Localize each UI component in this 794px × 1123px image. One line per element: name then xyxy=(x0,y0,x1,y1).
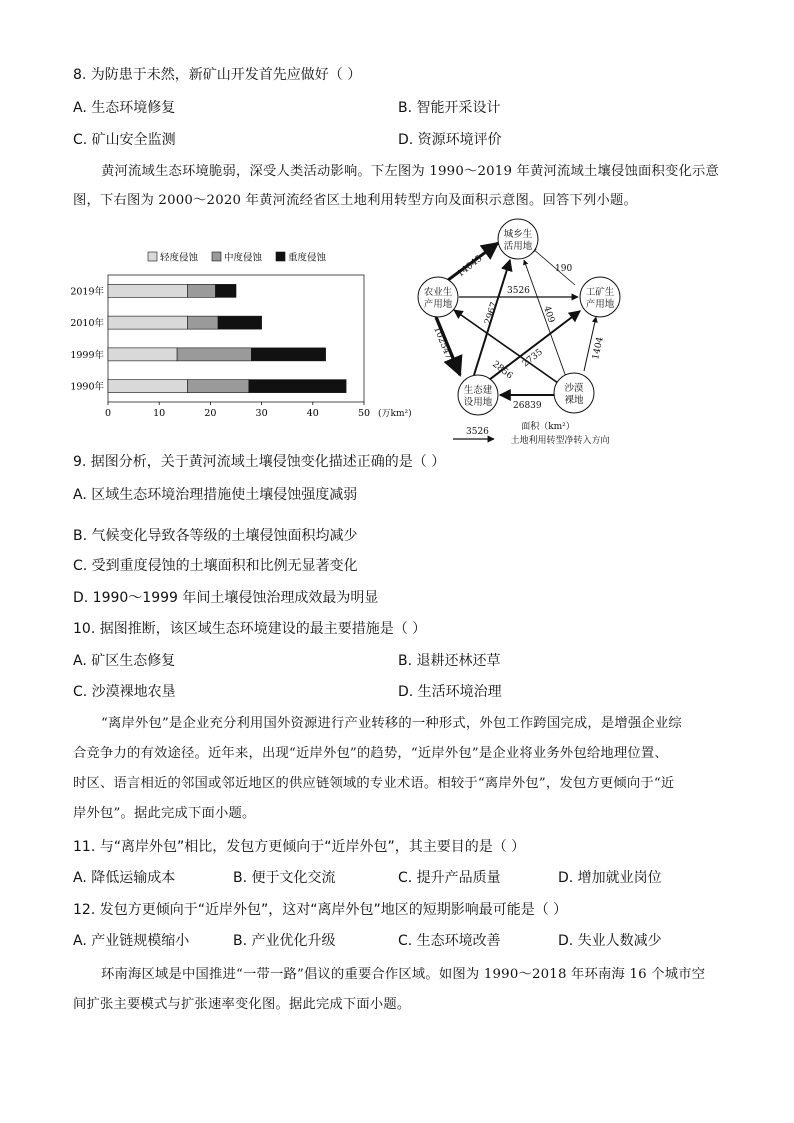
q8-option-d[interactable]: D. 资源环境评价 xyxy=(398,132,502,148)
node-desert-label-1: 沙漠 xyxy=(564,383,584,394)
q12-option-a[interactable]: A. 产业链规模缩小 xyxy=(73,933,190,949)
legend-line1: 面积（km²） xyxy=(521,422,575,432)
intro3-line2: 间扩张主要模式与扩张速率变化图。据此完成下面小题。 xyxy=(73,997,411,1012)
bar-2010年-轻度侵蚀 xyxy=(108,316,187,329)
node-desert-label-2: 裸地 xyxy=(564,395,584,406)
y-tick-label: 1990年 xyxy=(70,381,104,393)
q11-stem: 11. 与“离岸外包”相比，发包方更倾向于“近岸外包”，其主要目的是（ ） xyxy=(73,839,526,855)
chart-bars xyxy=(108,284,346,392)
bar-2010年-中度侵蚀 xyxy=(187,316,218,329)
q8-option-b[interactable]: B. 智能开采设计 xyxy=(398,100,501,116)
x-unit-label: (万km²) xyxy=(378,409,412,419)
q11-option-c[interactable]: C. 提升产品质量 xyxy=(398,870,501,886)
q9-option-d[interactable]: D. 1990～1999 年间土壤侵蚀治理成效最为明显 xyxy=(73,590,379,606)
node-agri-label-2: 产用地 xyxy=(423,299,453,310)
q10-option-c[interactable]: C. 沙漠裸地农垦 xyxy=(73,684,176,700)
bar-1999年-中度侵蚀 xyxy=(177,348,251,361)
x-tick-label: 10 xyxy=(153,408,166,419)
flow-value-desert-eco: 26839 xyxy=(513,401,542,411)
land-use-transition-diagram xyxy=(408,215,638,447)
q11-option-a[interactable]: A. 降低运输成本 xyxy=(73,870,176,886)
q12-option-c[interactable]: C. 生态环境改善 xyxy=(398,933,501,949)
q8-option-c[interactable]: C. 矿山安全监测 xyxy=(73,132,176,148)
q10-option-d[interactable]: D. 生活环境治理 xyxy=(398,684,502,700)
y-tick-label: 2010年 xyxy=(70,318,104,330)
legend-swatch-轻度侵蚀 xyxy=(148,252,157,261)
intro2-line4: 岸外包”。据此完成下面小题。 xyxy=(73,806,256,821)
node-urban-label-1: 城乡生 xyxy=(503,229,533,240)
flow-value-agri-urban: 14045 xyxy=(455,253,485,280)
legend-label-重度侵蚀: 重度侵蚀 xyxy=(288,252,327,264)
legend-label-中度侵蚀: 中度侵蚀 xyxy=(224,252,263,264)
node-eco-label-2: 设用地 xyxy=(463,397,493,408)
x-tick-label: 50 xyxy=(357,408,371,419)
flow-value-desert-urban: 409 xyxy=(541,304,556,325)
q11-option-d[interactable]: D. 增加就业岗位 xyxy=(558,870,662,886)
q9-stem: 9. 据图分析，关于黄河流域土壤侵蚀变化描述正确的是（ ） xyxy=(73,454,446,470)
bar-1999年-重度侵蚀 xyxy=(251,348,325,361)
flow-value-eco-urban: 2967 xyxy=(483,301,500,326)
flow-value-industry-urban: 190 xyxy=(555,264,573,274)
q9-option-c[interactable]: C. 受到重度侵蚀的土壤面积和比例无显著变化 xyxy=(73,558,358,574)
x-tick-label: 0 xyxy=(104,408,112,419)
bar-1999年-轻度侵蚀 xyxy=(108,348,177,361)
bar-2019年-中度侵蚀 xyxy=(187,284,215,297)
flow-value-desert-industry: 1404 xyxy=(591,336,606,361)
q12-stem: 12. 发包方更倾向于“近岸外包”，这对“离岸外包”地区的短期影响最可能是（ ） xyxy=(73,902,568,918)
x-tick-label: 40 xyxy=(306,408,319,419)
bar-1990年-中度侵蚀 xyxy=(187,380,248,393)
legend-swatch-重度侵蚀 xyxy=(276,252,285,261)
y-tick-label: 1999年 xyxy=(70,349,104,361)
node-industry-label-1: 工矿生 xyxy=(585,287,615,298)
chart-legend xyxy=(148,252,327,264)
flow-value-eco-industry: 2856 xyxy=(490,359,515,382)
diagram-legend xyxy=(453,420,610,446)
legend-line2: 土地利用转型净转入方向 xyxy=(510,436,610,446)
node-industry-label-2: 产用地 xyxy=(585,299,615,310)
bar-1990年-轻度侵蚀 xyxy=(108,380,187,393)
legend-value: 3526 xyxy=(466,427,489,437)
intro3-line1: 环南海区域是中国推进“一带一路”倡议的重要合作区域。如图为 1990～2018 年环南海 16 个城市空 xyxy=(101,967,706,982)
q10-option-b[interactable]: B. 退耕还林还草 xyxy=(398,653,501,669)
q12-option-d[interactable]: D. 失业人数减少 xyxy=(558,933,662,949)
q12-option-b[interactable]: B. 产业优化升级 xyxy=(233,933,336,949)
intro1-line2: 图，下右图为 2000～2020 年黄河流经省区土地利用转型方向及面积示意图。回答下列小题。 xyxy=(73,193,638,208)
y-tick-labels xyxy=(70,285,104,392)
flow-value-agri-eco: 102547 xyxy=(431,325,454,361)
y-tick-label: 2019年 xyxy=(70,286,104,298)
q11-option-b[interactable]: B. 便于文化交流 xyxy=(233,870,336,886)
intro2-line2: 合竞争力的有效途径。近年来，出现“近岸外包”的趋势，“近岸外包”是企业将业务外包给地理位置、 xyxy=(73,746,668,761)
bar-1990年-重度侵蚀 xyxy=(249,380,346,393)
bar-2010年-重度侵蚀 xyxy=(218,316,262,329)
intro2-line3: 时区、语言相近的邻国或邻近地区的供应链领域的专业术语。相较于“离岸外包”，发包方更倾向于“近 xyxy=(73,776,675,791)
bar-2019年-重度侵蚀 xyxy=(216,284,236,297)
legend-swatch-中度侵蚀 xyxy=(212,252,221,261)
soil-erosion-chart xyxy=(60,240,430,430)
q8-option-a[interactable]: A. 生态环境修复 xyxy=(73,100,176,116)
flow-value-agri-industry: 3526 xyxy=(507,286,530,296)
flow-value-desert-agri: 2735 xyxy=(520,347,545,370)
x-tick-labels xyxy=(105,402,370,419)
legend-label-轻度侵蚀: 轻度侵蚀 xyxy=(160,252,199,264)
node-agri-label-1: 农业生 xyxy=(423,287,453,298)
q9-option-a[interactable]: A. 区域生态环境治理措施使土壤侵蚀强度减弱 xyxy=(73,487,358,503)
x-tick-label: 20 xyxy=(204,408,217,419)
node-eco-label-1: 生态建 xyxy=(463,385,493,396)
node-urban-label-2: 活用地 xyxy=(503,241,533,252)
x-tick-label: 30 xyxy=(255,408,268,419)
intro1-line1: 黄河流域生态环境脆弱，深受人类活动影响。下左图为 1990～2019 年黄河流域土壤侵蚀面积变化示意 xyxy=(101,164,720,179)
q9-option-b[interactable]: B. 气候变化导致各等级的土壤侵蚀面积均减少 xyxy=(73,528,358,544)
intro2-line1: “离岸外包”是企业充分利用国外资源进行产业转移的一种形式，外包工作跨国完成，是增强企业综 xyxy=(101,716,682,731)
q10-stem: 10. 据图推断，该区域生态环境建设的最主要措施是（ ） xyxy=(73,621,427,637)
q10-option-a[interactable]: A. 矿区生态修复 xyxy=(73,653,176,669)
q8-stem: 8. 为防患于未然，新矿山开发首先应做好（ ） xyxy=(73,67,362,83)
bar-2019年-轻度侵蚀 xyxy=(108,284,187,297)
